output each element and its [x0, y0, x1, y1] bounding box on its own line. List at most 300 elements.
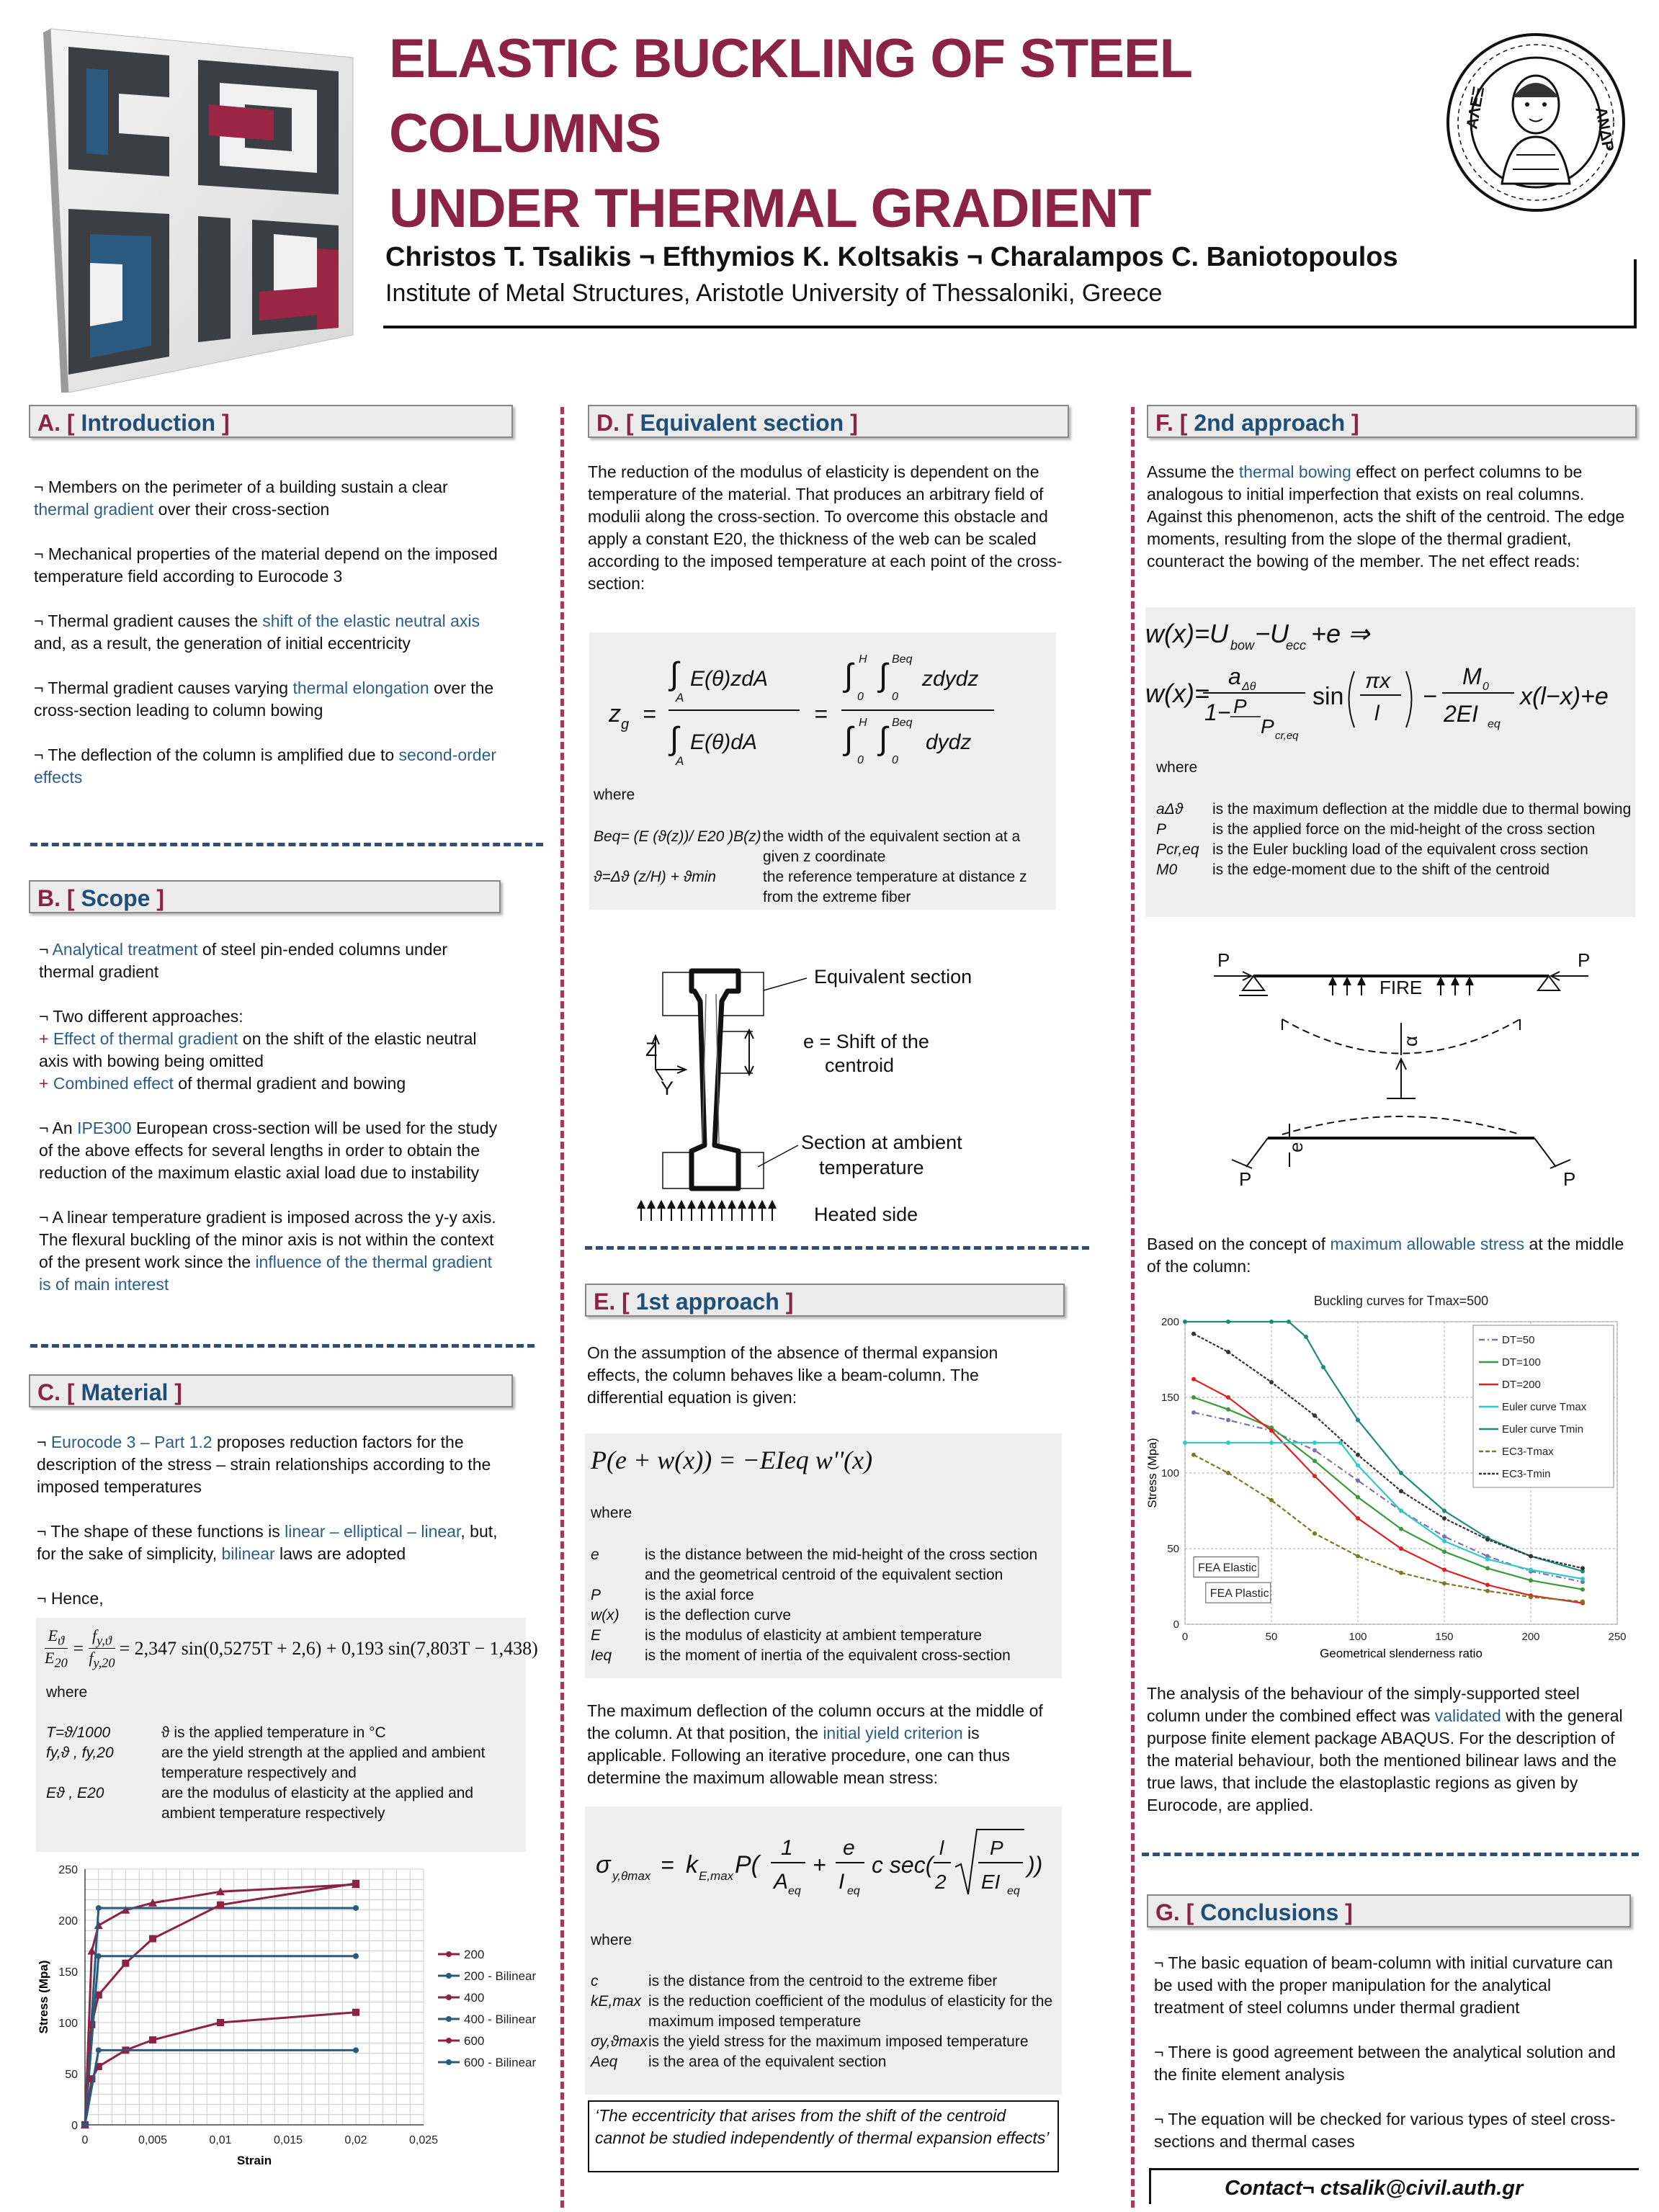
series-point [82, 2122, 88, 2128]
series-point [1442, 1581, 1446, 1585]
series-point [1442, 1516, 1446, 1521]
svg-text:eq: eq [788, 1885, 801, 1897]
buckling-curves-svg [1142, 1289, 1639, 1671]
buckling-curves-chart [1142, 1289, 1639, 1671]
label-shift-2: centroid [825, 1054, 895, 1076]
deflection-definitions [1156, 800, 1632, 880]
svg-text:0: 0 [892, 691, 898, 703]
y-tick-label: 50 [65, 2069, 78, 2081]
definition-symbol: M0 [1156, 861, 1178, 878]
svg-text:bow: bow [1230, 638, 1255, 653]
svg-text:∫: ∫ [670, 656, 679, 691]
svg-text:H: H [859, 653, 867, 666]
svg-text:ecc: ecc [1286, 638, 1307, 653]
svg-text:dydz: dydz [926, 730, 972, 754]
x-tick-label: 0,025 [408, 2134, 439, 2146]
svg-text:=: = [643, 701, 656, 727]
svg-text:E(θ)dA: E(θ)dA [690, 730, 757, 754]
fire-arrow-head [1466, 978, 1473, 985]
section-c-body [37, 1431, 505, 1610]
series-point [1183, 1441, 1187, 1445]
heat-arrow-head [658, 1201, 665, 1209]
heat-arrow-head [648, 1201, 655, 1209]
series-point [1191, 1332, 1196, 1336]
fire-column-figure [1210, 951, 1592, 1196]
equivalent-section-definitions [594, 827, 1047, 908]
series-point [1191, 1410, 1196, 1415]
svg-text:Beq: Beq [892, 717, 913, 729]
section-f-header [1147, 405, 1637, 438]
series-point [1313, 1441, 1317, 1445]
svg-text:=: = [814, 701, 828, 727]
series-point [149, 2036, 156, 2043]
definition-row [594, 867, 1047, 908]
svg-text:e: e [843, 1836, 855, 1860]
eccentricity-note: ‘The eccentricity that arises from the shift of the centroid cannot be studied independently of thermal expansion effects’ [588, 2100, 1059, 2172]
series-point [353, 1905, 359, 1911]
series-point [1529, 1578, 1533, 1582]
svg-text:EI: EI [981, 1871, 1001, 1893]
definition-row [1156, 800, 1632, 820]
heat-arrow-head [708, 1201, 715, 1209]
series-point [1485, 1582, 1490, 1587]
definition-symbol: kE,max [591, 1993, 642, 2010]
definition-symbol: ϑ=Δϑ (z/H) + ϑmin [594, 869, 717, 885]
heat-arrow-head [668, 1201, 675, 1209]
definition-row [591, 1971, 1059, 1992]
svg-text:eq: eq [1007, 1885, 1020, 1897]
svg-text:∫: ∫ [879, 721, 888, 756]
section-f-text-2: Based on the concept of maximum allowable stress at the middle of the column: [1147, 1235, 1624, 1276]
legend-label: 400 - Bilinear [464, 2012, 537, 2026]
header-rule-vertical [1634, 259, 1637, 328]
definition-row [591, 1992, 1059, 2032]
definition-text: is the modulus of elasticity at ambient temperature [645, 1627, 983, 1644]
beam-column-where: where [591, 1505, 632, 1521]
label-ambient-2: temperature [819, 1157, 924, 1178]
definition-row [46, 1783, 507, 1824]
section-letter: E. [ [594, 1289, 630, 1315]
x-axis-label: Strain [236, 2154, 272, 2167]
section-e-text-2: The maximum deflection of the column occurs at the middle of the column. At that position, the initial yield criterion is applicable. Following an iterative procedure, one can thus determine the maximum allowable mean stress: [587, 1701, 1043, 1787]
series-point [1269, 1380, 1274, 1384]
series-point [149, 1935, 156, 1943]
fire-arrow-head [1437, 978, 1444, 985]
series-point [96, 1905, 102, 1911]
svg-text:∫: ∫ [844, 658, 854, 693]
series-point [1442, 1534, 1446, 1539]
section-bracket: ] [1351, 410, 1359, 436]
x-tick-label: 0 [1181, 1631, 1189, 1643]
svg-text:x(l−x)+e: x(l−x)+e [1520, 683, 1609, 710]
series-point [1183, 1320, 1187, 1324]
svg-text:∫: ∫ [879, 658, 888, 693]
contact-email: Contact¬ ctsalik@civil.auth.gr [1225, 2177, 1524, 2200]
label-p-right: P [1578, 951, 1591, 971]
label-y-axis: Y [661, 1078, 674, 1099]
series-point [1529, 1567, 1533, 1572]
svg-text:g: g [621, 717, 630, 733]
series-point [1356, 1453, 1360, 1457]
y-tick-label: 0 [71, 2120, 78, 2132]
series-point [353, 1953, 359, 1959]
series-point [1529, 1554, 1533, 1559]
svg-text:0: 0 [857, 754, 864, 766]
material-equation: $\frac{E_ϑ}{E_{20}}$ = $\frac{f_{y,ϑ}}{f_{y,20}}$ = 2,347 sin(0,5275T + 2,6) + 0,193 sin(7,803T − 1,438) [45, 1626, 538, 1670]
section-divider [30, 843, 543, 846]
definition-text: the reference temperature at distance z from the extreme fiber [763, 869, 1027, 905]
material-where: where [46, 1684, 88, 1701]
section-bracket: ] [1345, 1899, 1353, 1925]
series-point [1269, 1320, 1274, 1324]
title-line-1: ELASTIC BUCKLING OF STEEL COLUMNS [389, 28, 1191, 164]
y-tick-label: 200 [58, 1915, 78, 1927]
series-point [1399, 1571, 1403, 1575]
definition-text: is the moment of inertia of the equivalent cross-section [645, 1647, 1011, 1664]
series-point [353, 2047, 359, 2053]
legend-label: 200 [464, 1948, 485, 1961]
section-title: Material [81, 1379, 169, 1405]
centroid-equation [605, 641, 1052, 778]
section-divider [30, 1344, 535, 1348]
definition-text: the width of the equivalent section at a given z coordinate [763, 828, 1021, 865]
legend-label: 600 [464, 2034, 485, 2048]
series-point [1226, 1407, 1230, 1412]
x-tick-label: 150 [1435, 1631, 1454, 1643]
svg-text:c sec(: c sec( [872, 1852, 934, 1878]
definition-symbol: T=ϑ/1000 [46, 1724, 111, 1741]
series-point [1356, 1554, 1360, 1559]
intro-bullet: ¬ The deflection of the column is amplified due to second-order effects [34, 745, 497, 787]
section-bracket: ] [850, 410, 858, 436]
section-letter: C. [ [37, 1379, 75, 1405]
legend-marker [446, 1973, 452, 1979]
definition-text: is the yield stress for the maximum imposed temperature [648, 2033, 1029, 2050]
definition-row [594, 827, 1047, 867]
legend-label: DT=50 [1502, 1334, 1535, 1346]
section-title: Scope [81, 885, 151, 911]
definition-text: is the Euler buckling load of the equivalent cross section [1212, 841, 1588, 858]
svg-text:σ: σ [596, 1851, 611, 1879]
material-bullet: ¬ Eurocode 3 – Part 1.2 proposes reduction factors for the description of the stress – strain relationships according to the imposed temperatures [37, 1433, 491, 1496]
svg-text:P(: P( [735, 1851, 759, 1879]
series-point [1304, 1335, 1308, 1339]
definition-text: is the axial force [645, 1587, 754, 1603]
svg-text:E,max: E,max [699, 1869, 734, 1883]
definition-symbol: Beq= (E (ϑ(z))/ E20 )B(z) [594, 828, 761, 845]
series-point [1580, 1588, 1585, 1592]
svg-text:)): )) [1027, 1852, 1043, 1878]
definition-symbol: aΔϑ [1156, 801, 1184, 818]
fire-arrow-head [1452, 978, 1459, 985]
section-g-body [1154, 1952, 1622, 2175]
svg-text:+: + [813, 1852, 826, 1878]
series-point [1399, 1546, 1403, 1551]
section-letter: F. [ [1155, 410, 1188, 436]
definition-row [591, 1585, 1059, 1606]
svg-text:k: k [686, 1851, 698, 1879]
definition-row [46, 1743, 507, 1783]
definition-text: are the modulus of elasticity at the applied and ambient temperature respectively [161, 1785, 474, 1822]
section-title: Introduction [81, 410, 216, 436]
definition-symbol: P [1156, 821, 1167, 838]
svg-text:∫: ∫ [844, 721, 854, 756]
series-point [96, 1953, 102, 1959]
svg-text:zdydz: zdydz [922, 667, 979, 691]
section-e-header [585, 1284, 1065, 1317]
svg-text:P: P [990, 1837, 1003, 1859]
series-point [1442, 1509, 1446, 1513]
legend-label: 400 [464, 1991, 485, 2005]
svg-text:0: 0 [857, 691, 864, 703]
authors: Christos T. Tsalikis ¬ Efthymios K. Koltsakis ¬ Charalampos C. Baniotopoulos [385, 242, 1398, 272]
definition-symbol: e [591, 1546, 599, 1563]
definition-text: is the reduction coefficient of the modulus of elasticity for the maximum imposed temperature [648, 1993, 1053, 2030]
heat-arrow-head [688, 1201, 695, 1209]
fire-arrow-head [1329, 978, 1336, 985]
series-point [1226, 1320, 1230, 1324]
definition-symbol: Aeq [591, 2054, 618, 2070]
section-b-header [29, 880, 501, 913]
y-axis-label: Stress (Mpa) [37, 1960, 50, 2034]
series-point [1356, 1464, 1360, 1468]
column-divider-1 [560, 407, 564, 2208]
max-stress-equation [592, 1822, 1053, 1909]
definition-row [591, 1626, 1059, 1646]
series-point [1191, 1395, 1196, 1400]
svg-text:2EI: 2EI [1444, 701, 1479, 727]
series-point [1442, 1539, 1446, 1544]
svg-text:0: 0 [892, 754, 898, 766]
section-e-text: On the assumption of the absence of thermal expansion effects, the column behaves like a beam-column. The differential equation is given: [587, 1343, 998, 1407]
y-tick-label: 150 [58, 1966, 78, 1979]
beam-column-definitions [591, 1545, 1059, 1666]
svg-text:eq: eq [847, 1885, 860, 1897]
material-equation-rhs: = 2,347 sin(0,5275T + 2,6) + 0,193 sin(7,803T − 1,438) [119, 1637, 538, 1659]
definition-text: is the distance from the centroid to the extreme fiber [648, 1973, 998, 1989]
scope-bullet: ¬ Two different approaches: [39, 1007, 243, 1026]
definition-symbol: σy,ϑmax [591, 2033, 648, 2050]
conclusion-bullet: ¬ There is good agreement between the analytical solution and the finite element analysis [1154, 2043, 1616, 2084]
section-letter: G. [ [1155, 1899, 1194, 1925]
series-point [1226, 1395, 1230, 1400]
heat-arrow-head [759, 1201, 766, 1209]
x-tick-label: 0,005 [138, 2134, 168, 2146]
x-tick-label: 0,01 [209, 2134, 232, 2146]
section-a-header [29, 405, 513, 438]
svg-text:w(x)=: w(x)= [1145, 679, 1209, 708]
definition-text: is the distance between the mid-height of the cross section and the geometrical centroid of the equivalent section [645, 1546, 1038, 1583]
series-point [352, 2009, 359, 2016]
label-equivalent-section: Equivalent section [814, 966, 972, 988]
heat-arrow-head [638, 1201, 645, 1209]
series-point [1191, 1377, 1196, 1382]
series-point [1485, 1589, 1490, 1593]
legend-label: Euler curve Tmin [1502, 1423, 1584, 1436]
label-shift-1: e = Shift of the [803, 1031, 929, 1052]
definition-row [591, 1545, 1059, 1585]
material-definitions [46, 1683, 507, 1824]
svg-text:z: z [609, 700, 621, 727]
legend-marker [446, 1951, 452, 1957]
svg-text:Beq: Beq [892, 653, 913, 666]
svg-text:∫: ∫ [670, 721, 679, 756]
fire-arrow-head [1358, 978, 1365, 985]
definition-row [591, 1606, 1059, 1626]
section-letter: B. [ [37, 885, 75, 911]
svg-text:2: 2 [935, 1871, 947, 1893]
label-p-bottom-right: P [1563, 1168, 1576, 1190]
svg-text:sin: sin [1313, 683, 1344, 710]
definition-symbol: P [591, 1587, 602, 1603]
series-point [1485, 1537, 1490, 1541]
intro-bullet: ¬ Members on the perimeter of a building sustain a clear thermal gradient over their cross-section [34, 478, 448, 519]
annotation-label: FEA Elastic [1198, 1562, 1257, 1575]
heat-arrow-head [718, 1201, 725, 1209]
svg-text:ΑΛΕΞ: ΑΛΕΞ [1462, 85, 1488, 130]
x-tick-label: 200 [1521, 1631, 1540, 1643]
legend-label: EC3-Tmin [1502, 1468, 1551, 1480]
series-point [1269, 1498, 1274, 1503]
definition-row [591, 2052, 1059, 2072]
heat-arrow-head [698, 1201, 705, 1209]
legend-label: Euler curve Tmax [1502, 1401, 1587, 1413]
series-point [1269, 1428, 1274, 1433]
series-point [96, 2047, 102, 2053]
definition-row [1156, 820, 1632, 840]
deflection-where: where [1156, 759, 1198, 776]
series-point [1399, 1527, 1403, 1531]
series-point [352, 1880, 359, 1887]
series-point [1399, 1489, 1403, 1493]
scope-bullet: ¬ Analytical treatment of steel pin-ended columns under thermal gradient [39, 940, 448, 981]
material-bullet: ¬ The shape of these functions is linear – elliptical – linear, but, for the sake of simplicity, bilinear laws are adopted [37, 1522, 498, 1563]
svg-text:−: − [1423, 683, 1437, 710]
svg-text:P: P [1261, 715, 1274, 738]
scope-subbullet: + Combined effect of thermal gradient and bowing [39, 1074, 406, 1093]
series-point [1442, 1549, 1446, 1554]
svg-text:A: A [774, 1870, 789, 1894]
section-f-text-3: The analysis of the behaviour of the simply-supported steel column under the combined effect was validated with the general purpose finite element package ABAQUS. For the description of the material behaviour, both the mentioned bilinear laws and the true laws, that include the elastoplastic regions as given by Eurocode, are applied. [1147, 1684, 1623, 1814]
series-point [1313, 1474, 1317, 1478]
label-z-axis: Z [645, 1039, 658, 1060]
section-bracket: ] [174, 1379, 182, 1405]
series-point [1313, 1448, 1317, 1453]
label-e: e [1285, 1142, 1307, 1152]
series-point [1269, 1441, 1274, 1445]
heat-arrow-head [769, 1201, 776, 1209]
y-tick-label: 100 [1161, 1467, 1179, 1479]
section-c-header [29, 1374, 513, 1407]
heat-arrow-head [678, 1201, 685, 1209]
heat-arrow-head [738, 1201, 746, 1209]
y-tick-label: 250 [58, 1864, 78, 1876]
column-divider-2 [1131, 407, 1135, 2208]
section-title: Equivalent section [640, 410, 844, 436]
definition-row [591, 2032, 1059, 2052]
series-point [217, 1902, 224, 1909]
series-point [1356, 1479, 1360, 1483]
definition-symbol: w(x) [591, 1607, 620, 1624]
definition-row [1156, 860, 1632, 880]
stress-strain-chart [35, 1851, 553, 2168]
intro-bullet: ¬ Mechanical properties of the material depend on the imposed temperature field according to Eurocode 3 [34, 545, 498, 586]
label-fire: FIRE [1379, 977, 1423, 998]
deflection-equation [1145, 612, 1635, 756]
max-stress-definitions [591, 1971, 1059, 2072]
equivalent-section-figure [634, 951, 1037, 1232]
x-tick-label: 50 [1265, 1631, 1278, 1643]
label-heated-side: Heated side [814, 1204, 918, 1225]
legend-label: 600 - Bilinear [464, 2056, 537, 2069]
legend-marker [446, 2016, 452, 2022]
definition-symbol: Eϑ , E20 [46, 1785, 104, 1801]
legend-marker [446, 2059, 452, 2065]
university-seal [1444, 29, 1628, 216]
svg-text:l: l [939, 1837, 944, 1859]
intro-bullet: ¬ Thermal gradient causes varying thermal elongation over the cross-section leading to column bowing [34, 679, 494, 720]
section-divider [1142, 1853, 1639, 1856]
series-point [1313, 1413, 1317, 1418]
section-bracket: ] [785, 1289, 794, 1315]
heat-arrow-head [728, 1201, 735, 1209]
stress-strain-svg [35, 1851, 553, 2168]
definition-text: is the applied force on the mid-height of the cross section [1212, 821, 1596, 838]
svg-text:ΑΝΔΡ: ΑΝΔΡ [1592, 105, 1618, 153]
series-point [1529, 1595, 1533, 1599]
series-point [1356, 1495, 1360, 1500]
svg-text:eq: eq [1488, 718, 1501, 730]
scope-bullet: ¬ An IPE300 European cross-section will be used for the study of the above effects for several lengths in order to obtain the reduction of the maximum elastic axial load due to instability [39, 1119, 498, 1182]
svg-text:l: l [1374, 702, 1379, 725]
x-tick-label: 0,015 [273, 2134, 303, 2146]
section-title: 1st approach [635, 1289, 779, 1315]
header-rule [383, 326, 1637, 328]
section-divider [585, 1246, 1089, 1250]
poster-title [389, 22, 1434, 246]
section-bracket: ] [221, 410, 230, 436]
series-point [1226, 1418, 1230, 1423]
section-f-text: Assume the thermal bowing effect on perfect columns to be analogous to initial imperfection that exists on real columns. Against this phenomenon, acts the shift of the centroid. The edge moments, resulting from the slope of the thermal gradient, counteract the bowing of the member. The net effect reads: [1147, 462, 1625, 570]
affiliation: Institute of Metal Structures, Aristotle University of Thessaloniki, Greece [385, 279, 1163, 307]
max-stress-where: where [591, 1932, 632, 1948]
series-point [1580, 1600, 1585, 1604]
section-bracket: ] [156, 885, 165, 911]
definition-text: ϑ is the applied temperature in °C [161, 1724, 386, 1741]
svg-text:+e ⇒: +e ⇒ [1311, 619, 1370, 648]
series-point [1356, 1516, 1360, 1521]
series-point [1226, 1350, 1230, 1354]
svg-text:1: 1 [781, 1836, 793, 1860]
svg-text:M: M [1462, 663, 1482, 689]
series-point [217, 2019, 224, 2026]
series-point [1356, 1418, 1360, 1423]
section-title: 2nd approach [1194, 410, 1346, 436]
series-point [1287, 1320, 1291, 1324]
definition-row [591, 1646, 1059, 1666]
definition-symbol: c [591, 1973, 599, 1989]
section-letter: D. [ [596, 410, 634, 436]
definition-symbol: Ieq [591, 1647, 612, 1664]
series-point [1442, 1567, 1446, 1572]
definition-text: is the area of the equivalent section [648, 2054, 887, 2070]
svg-text:A: A [676, 691, 684, 704]
svg-text:H: H [859, 717, 867, 729]
label-p-left: P [1217, 951, 1230, 971]
series-point [1580, 1577, 1585, 1581]
svg-text:πx: πx [1365, 669, 1391, 693]
series-point [1321, 1365, 1325, 1369]
